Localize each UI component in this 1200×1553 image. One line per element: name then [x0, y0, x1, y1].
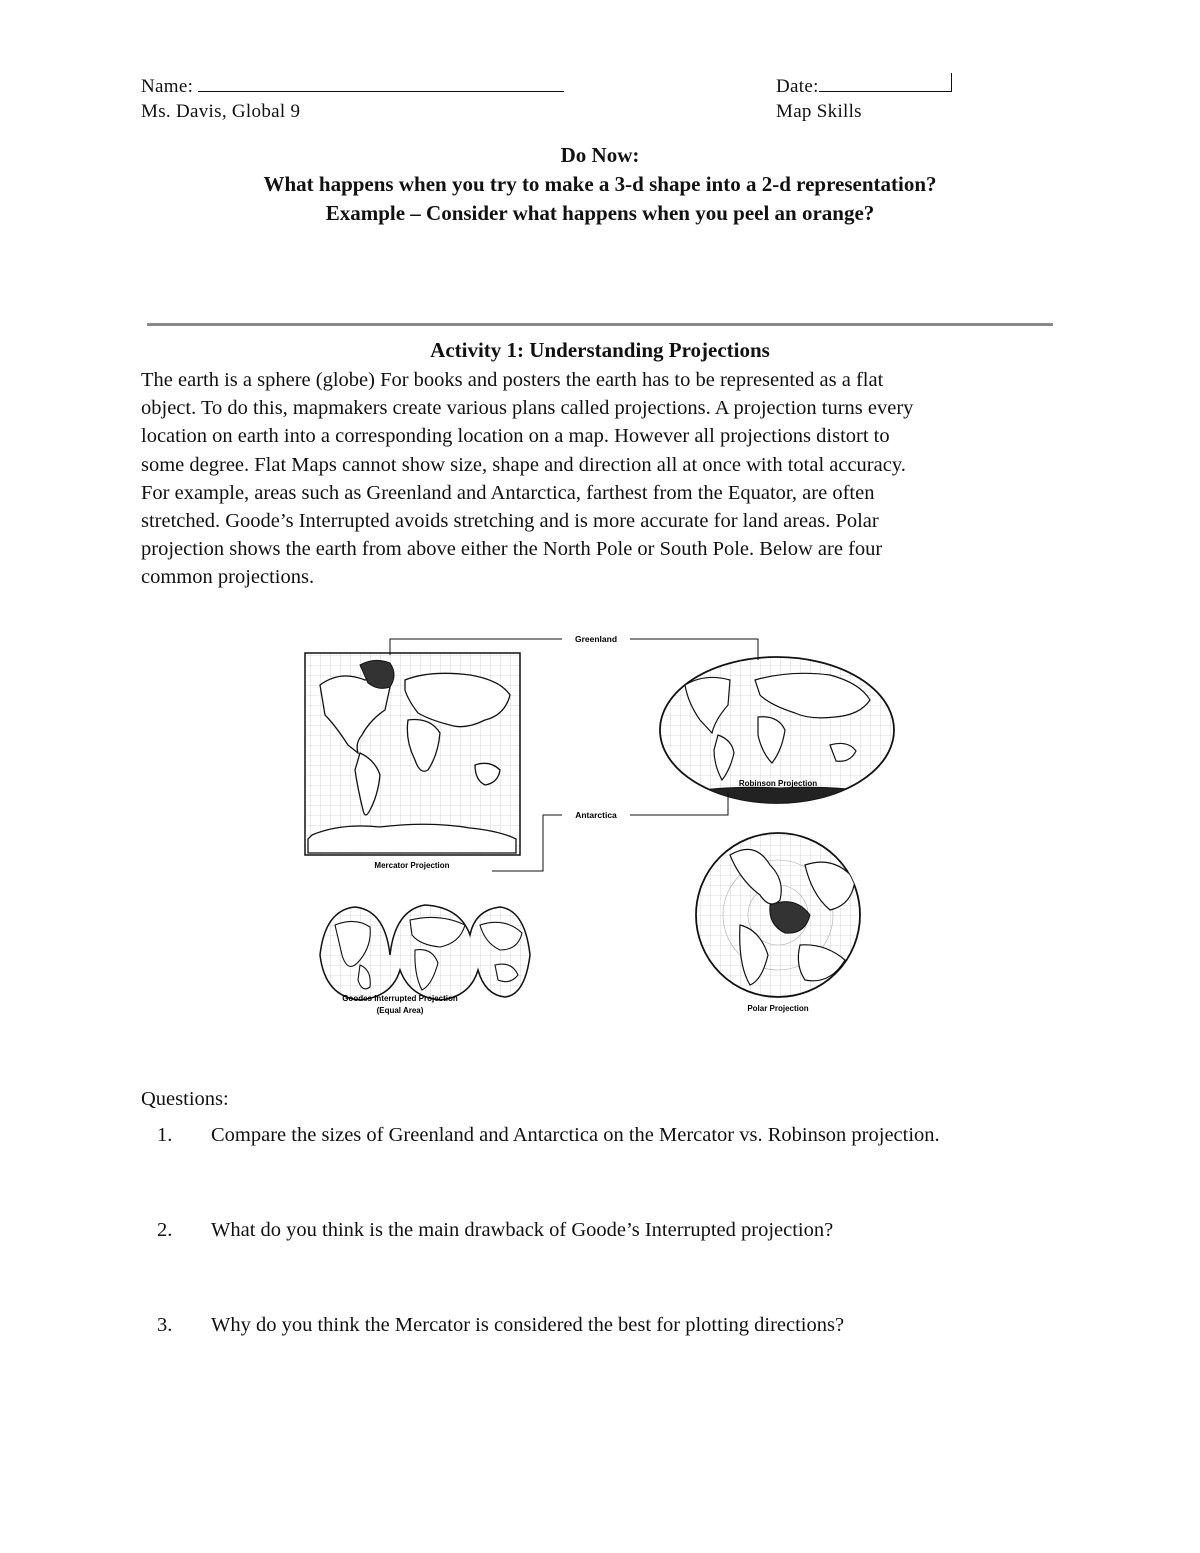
goodes-map	[320, 905, 530, 1000]
paragraph-line: object. To do this, mapmakers create various plans called projections. A projection turns every	[141, 397, 914, 420]
activity-paragraph	[141, 366, 1061, 592]
name-label: Name:	[141, 76, 194, 97]
paragraph-line: projection shows the earth from above either the North Pole or South Pole. Below are four	[141, 538, 883, 561]
paragraph-line: common projections.	[141, 566, 315, 589]
question-text: What do you think is the main drawback of Goode’s Interrupted projection?	[211, 1219, 834, 1241]
paragraph-line: The earth is a sphere (globe) For books and posters the earth has to be represented as a flat	[141, 369, 884, 391]
do-now-example: Example – Consider what happens when you peel an orange?	[325, 201, 875, 225]
question-item	[157, 1124, 940, 1147]
name-field[interactable]	[141, 73, 564, 98]
question-text: Compare the sizes of Greenland and Antarctica on the Mercator vs. Robinson projection.	[211, 1124, 940, 1146]
questions-heading: Questions:	[141, 1088, 229, 1110]
do-now-title: Do Now:	[560, 143, 640, 167]
question-number: 1.	[157, 1124, 173, 1146]
label-greenland: Greenland	[574, 634, 618, 644]
date-blank[interactable]	[819, 73, 952, 92]
question-number: 3.	[157, 1314, 173, 1336]
polar-map	[696, 833, 860, 997]
activity-title: Activity 1: Understanding Projections	[430, 338, 770, 362]
caption-goode-line2: (Equal Area)	[376, 1006, 424, 1015]
section-divider	[147, 323, 1053, 326]
antarctica-callout	[492, 793, 728, 871]
question-item	[157, 1314, 844, 1337]
do-now-question: What happens when you try to make a 3-d shape into a 2-d representation?	[263, 172, 937, 196]
topic-label: Map Skills	[776, 101, 862, 122]
caption-goode-line1: Goodes Interrupted Projection	[342, 994, 458, 1003]
paragraph-line: For example, areas such as Greenland and Antarctica, farthest from the Equator, are often	[141, 481, 875, 504]
name-blank[interactable]	[198, 73, 564, 92]
date-field[interactable]	[776, 73, 952, 98]
caption-polar: Polar Projection	[747, 1004, 809, 1013]
question-item	[157, 1219, 833, 1242]
mercator-map	[305, 653, 520, 855]
caption-robinson: Robinson Projection	[738, 779, 818, 788]
question-text: Why do you think the Mercator is considered the best for plotting directions?	[211, 1314, 845, 1336]
teacher-course: Ms. Davis, Global 9	[141, 101, 301, 122]
paragraph-line: stretched. Goode’s Interrupted avoids stretching and is more accurate for land areas. Polar	[141, 510, 879, 533]
projections-figure	[300, 625, 900, 1025]
label-antarctica: Antarctica	[575, 810, 617, 820]
paragraph-line: some degree. Flat Maps cannot show size, shape and direction all at once with total accuracy.	[141, 453, 906, 476]
caption-mercator: Mercator Projection	[374, 861, 450, 870]
paragraph-line: location on earth into a corresponding location on a map. However all projections distort to	[141, 425, 890, 448]
date-label: Date:	[776, 76, 819, 97]
question-number: 2.	[157, 1219, 173, 1241]
